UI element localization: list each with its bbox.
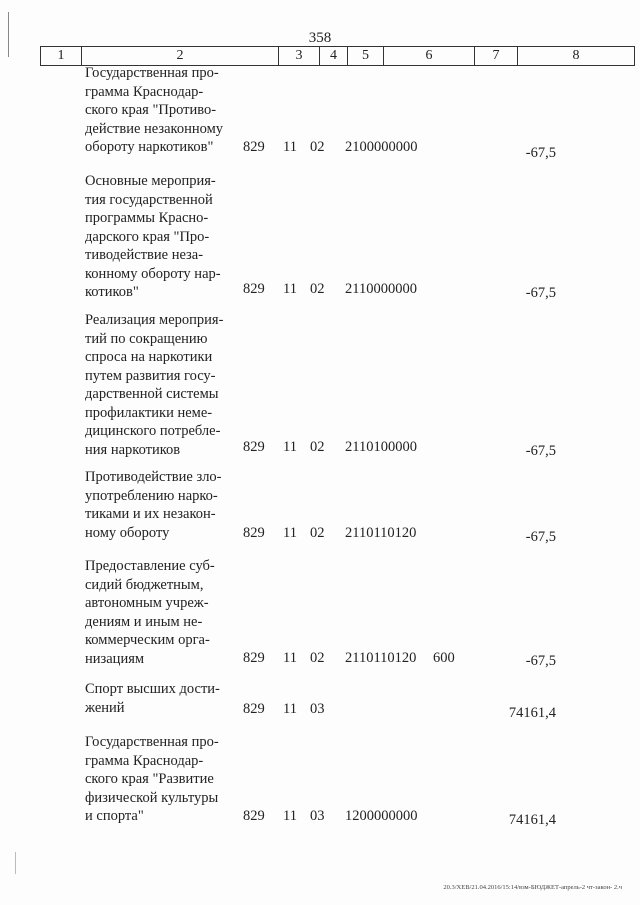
page-number: 358 — [308, 30, 332, 46]
column-header-8: 8 — [518, 47, 635, 66]
scan-margin-mark — [15, 852, 16, 874]
cell-code-3: 829 — [243, 139, 265, 155]
row-name: Предоставление суб- сидий бюджетным, автономным учреж- дениям и иным не- коммерческим орга- низациям — [85, 558, 215, 667]
column-header-row — [41, 47, 635, 66]
cell-code-3: 829 — [243, 439, 265, 455]
cell-section: 11 — [283, 525, 297, 541]
cell-code-3: 829 — [243, 701, 265, 717]
column-header-table — [40, 46, 635, 66]
cell-target-code: 2110100000 — [345, 439, 417, 455]
column-header-4: 4 — [320, 47, 348, 66]
cell-code-3: 829 — [243, 808, 265, 824]
cell-subsection: 03 — [310, 701, 325, 717]
cell-section: 11 — [283, 650, 297, 666]
cell-amount: -67,5 — [525, 145, 556, 161]
column-header-6: 6 — [384, 47, 475, 66]
cell-target-code: 2100000000 — [345, 139, 418, 155]
column-header-3: 3 — [279, 47, 320, 66]
cell-subsection: 02 — [310, 281, 325, 297]
cell-amount: -67,5 — [525, 285, 556, 301]
cell-amount: 74161,4 — [508, 705, 556, 721]
cell-section: 11 — [283, 281, 297, 297]
cell-subsection: 02 — [310, 525, 325, 541]
cell-amount: -67,5 — [525, 653, 556, 669]
cell-target-code: 2110110120 — [345, 650, 417, 666]
column-header-2: 2 — [82, 47, 279, 66]
cell-target-code: 2110110120 — [345, 525, 417, 541]
cell-target-code: 2110000000 — [345, 281, 417, 297]
row-name: Основные мероприя- тия государственной программы Красно- дарского края "Про- тиводействие неза- конному обороту нар- котиков" — [85, 173, 221, 300]
cell-subsection: 02 — [310, 139, 325, 155]
cell-subsection: 02 — [310, 650, 325, 666]
row-name: Государственная про- грамма Краснодар- ского края "Развитие физической культуры и спорта" — [85, 734, 219, 824]
cell-section: 11 — [283, 808, 297, 824]
cell-amount: 74161,4 — [508, 812, 556, 828]
cell-code-3: 829 — [243, 281, 265, 297]
row-name: Государственная про- грамма Краснодар- ского края "Противо- действие незаконному обороту наркотиков" — [85, 65, 224, 155]
cell-amount: -67,5 — [525, 443, 556, 459]
cell-code-3: 829 — [243, 650, 265, 666]
cell-target-code: 1200000000 — [345, 808, 418, 824]
cell-amount: -67,5 — [525, 529, 556, 545]
cell-section: 11 — [283, 701, 297, 717]
cell-subsection: 02 — [310, 439, 325, 455]
cell-expense-type: 600 — [433, 650, 455, 666]
column-header-1: 1 — [41, 47, 82, 66]
document-footer: 20.3/ХЕВ/21.04.2016/15:14/взм-БЮДЖЕТ-апрель-2 чт-закон- 2.ч — [443, 884, 622, 891]
cell-subsection: 03 — [310, 808, 325, 824]
cell-section: 11 — [283, 439, 297, 455]
cell-code-3: 829 — [243, 525, 265, 541]
column-header-5: 5 — [348, 47, 384, 66]
column-header-7: 7 — [475, 47, 518, 66]
row-name: Противодействие зло- употреблению нарко- тиками и их незакон- ному обороту — [85, 469, 222, 541]
row-name: Реализация мероприя- тий по сокращению спроса на наркотики путем развития госу- дарственной системы профилактики неме- дицинского потребле- ния наркотиков — [85, 312, 224, 458]
cell-section: 11 — [283, 139, 297, 155]
row-name: Спорт высших дости- жений — [85, 681, 220, 716]
